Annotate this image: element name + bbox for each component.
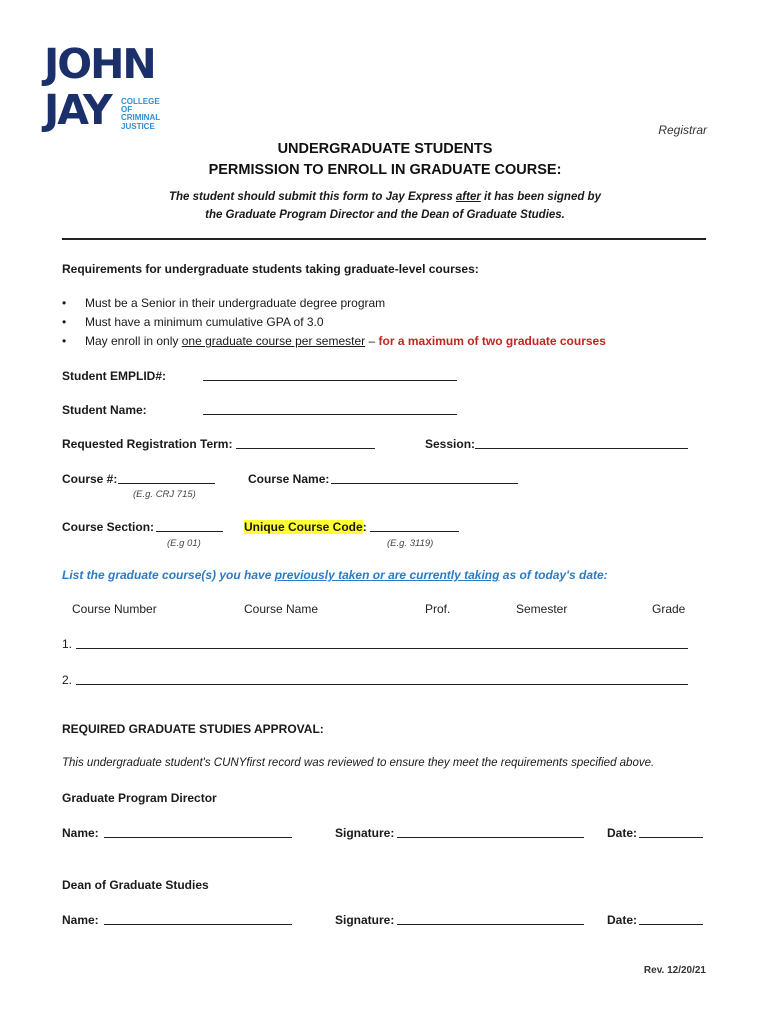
director-name-label: Name: <box>62 826 99 840</box>
director-date-field[interactable] <box>639 826 703 838</box>
history-prompt-c: as of today's date: <box>499 568 608 582</box>
limit-dash: – <box>365 334 379 348</box>
column-semester: Semester <box>516 602 568 616</box>
approval-note: This undergraduate student's CUNYfirst record was reviewed to ensure they meet the requirements specified above. <box>62 757 655 769</box>
director-heading: Graduate Program Director <box>62 791 217 805</box>
form-title-line1: UNDERGRADUATE STUDENTS <box>277 141 493 157</box>
instructions-part-c: it has been signed by <box>480 191 601 203</box>
requirement-gpa: Must have a minimum cumulative GPA of 3.0 <box>85 315 324 329</box>
course-number-hint: (E.g. CRJ 715) <box>133 489 196 500</box>
course-section-hint: (E.g 01) <box>167 538 201 549</box>
unique-course-code-label <box>244 520 367 534</box>
course-number-label: Course #: <box>62 472 118 486</box>
requirement-bullet-3: • <box>62 334 67 348</box>
director-date-label: Date: <box>607 826 638 840</box>
session-label: Session: <box>425 437 476 451</box>
requirement-senior: Must be a Senior in their undergraduate degree program <box>85 296 386 310</box>
dean-name-label: Name: <box>62 913 99 927</box>
logo-sub-1: COLLEGE <box>121 97 160 106</box>
requirement-enrollment-limit <box>85 334 606 348</box>
director-name-field[interactable] <box>104 826 292 838</box>
dean-heading: Dean of Graduate Studies <box>62 878 209 892</box>
course-name-label: Course Name: <box>248 472 330 486</box>
dean-signature-label: Signature: <box>335 913 395 927</box>
ucc-colon: : <box>362 520 367 534</box>
history-prompt-a: List the graduate course(s) you have <box>62 568 275 582</box>
unique-course-code-field[interactable] <box>370 520 459 532</box>
column-course-name: Course Name <box>244 602 319 616</box>
director-signature-field[interactable] <box>397 826 584 838</box>
requirement-bullet-2: • <box>62 315 67 329</box>
requirements-heading: Requirements for undergraduate students taking graduate-level courses: <box>62 262 479 276</box>
dean-name-field[interactable] <box>104 913 292 925</box>
student-name-field[interactable] <box>203 403 457 415</box>
history-row-2-field[interactable] <box>76 673 688 685</box>
form-title-line2: PERMISSION TO ENROLL IN GRADUATE COURSE: <box>208 162 562 178</box>
logo-sub-4: JUSTICE <box>121 121 155 131</box>
term-label: Requested Registration Term: <box>62 437 233 451</box>
history-prompt-b: previously taken or are currently taking <box>274 568 500 582</box>
dean-signature-field[interactable] <box>397 913 584 925</box>
history-row-1-field[interactable] <box>76 637 688 649</box>
form-instructions <box>0 191 770 203</box>
course-number-field[interactable] <box>118 472 215 484</box>
dean-date-field[interactable] <box>639 913 703 925</box>
form-instructions-line2: the Graduate Program Director and the Dean of Graduate Studies. <box>205 209 565 221</box>
limit-two-max: for a maximum of two graduate courses <box>378 334 606 348</box>
course-history-prompt <box>62 568 608 582</box>
unique-course-code-highlight: Unique Course Code <box>244 520 363 534</box>
unique-course-code-hint: (E.g. 3119) <box>387 538 434 549</box>
logo-subtitle <box>121 98 171 131</box>
instructions-part-a: The student should submit this form to Jay Express <box>169 191 456 203</box>
column-prof: Prof. <box>425 602 451 616</box>
logo-john-text: JOHN <box>44 40 155 88</box>
course-name-field[interactable] <box>331 472 518 484</box>
revision-date: Rev. 12/20/21 <box>643 965 706 976</box>
office-label: Registrar <box>658 123 707 137</box>
logo-jay-text: JAY <box>44 86 111 134</box>
approval-heading: REQUIRED GRADUATE STUDIES APPROVAL: <box>62 722 324 736</box>
history-row-2-number: 2. <box>62 673 73 687</box>
column-grade: Grade <box>652 602 686 616</box>
course-section-label: Course Section: <box>62 520 155 534</box>
logo-sub-2: OF <box>121 105 133 115</box>
instructions-after: after <box>455 191 481 203</box>
session-field[interactable] <box>475 437 688 449</box>
term-field[interactable] <box>236 437 375 449</box>
emplid-label: Student EMPLID#: <box>62 369 166 383</box>
course-section-field[interactable] <box>156 520 223 532</box>
requirement-bullet-1: • <box>62 296 67 310</box>
emplid-field[interactable] <box>203 369 457 381</box>
header-divider <box>62 238 706 240</box>
logo-sub-3: CRIMINAL <box>121 113 161 123</box>
limit-part-a: May enroll in only <box>85 334 182 348</box>
history-row-1-number: 1. <box>62 637 73 651</box>
column-course-number: Course Number <box>72 602 157 616</box>
director-signature-label: Signature: <box>335 826 395 840</box>
limit-one-per-semester: one graduate course per semester <box>181 334 366 348</box>
student-name-label: Student Name: <box>62 403 147 417</box>
dean-date-label: Date: <box>607 913 638 927</box>
